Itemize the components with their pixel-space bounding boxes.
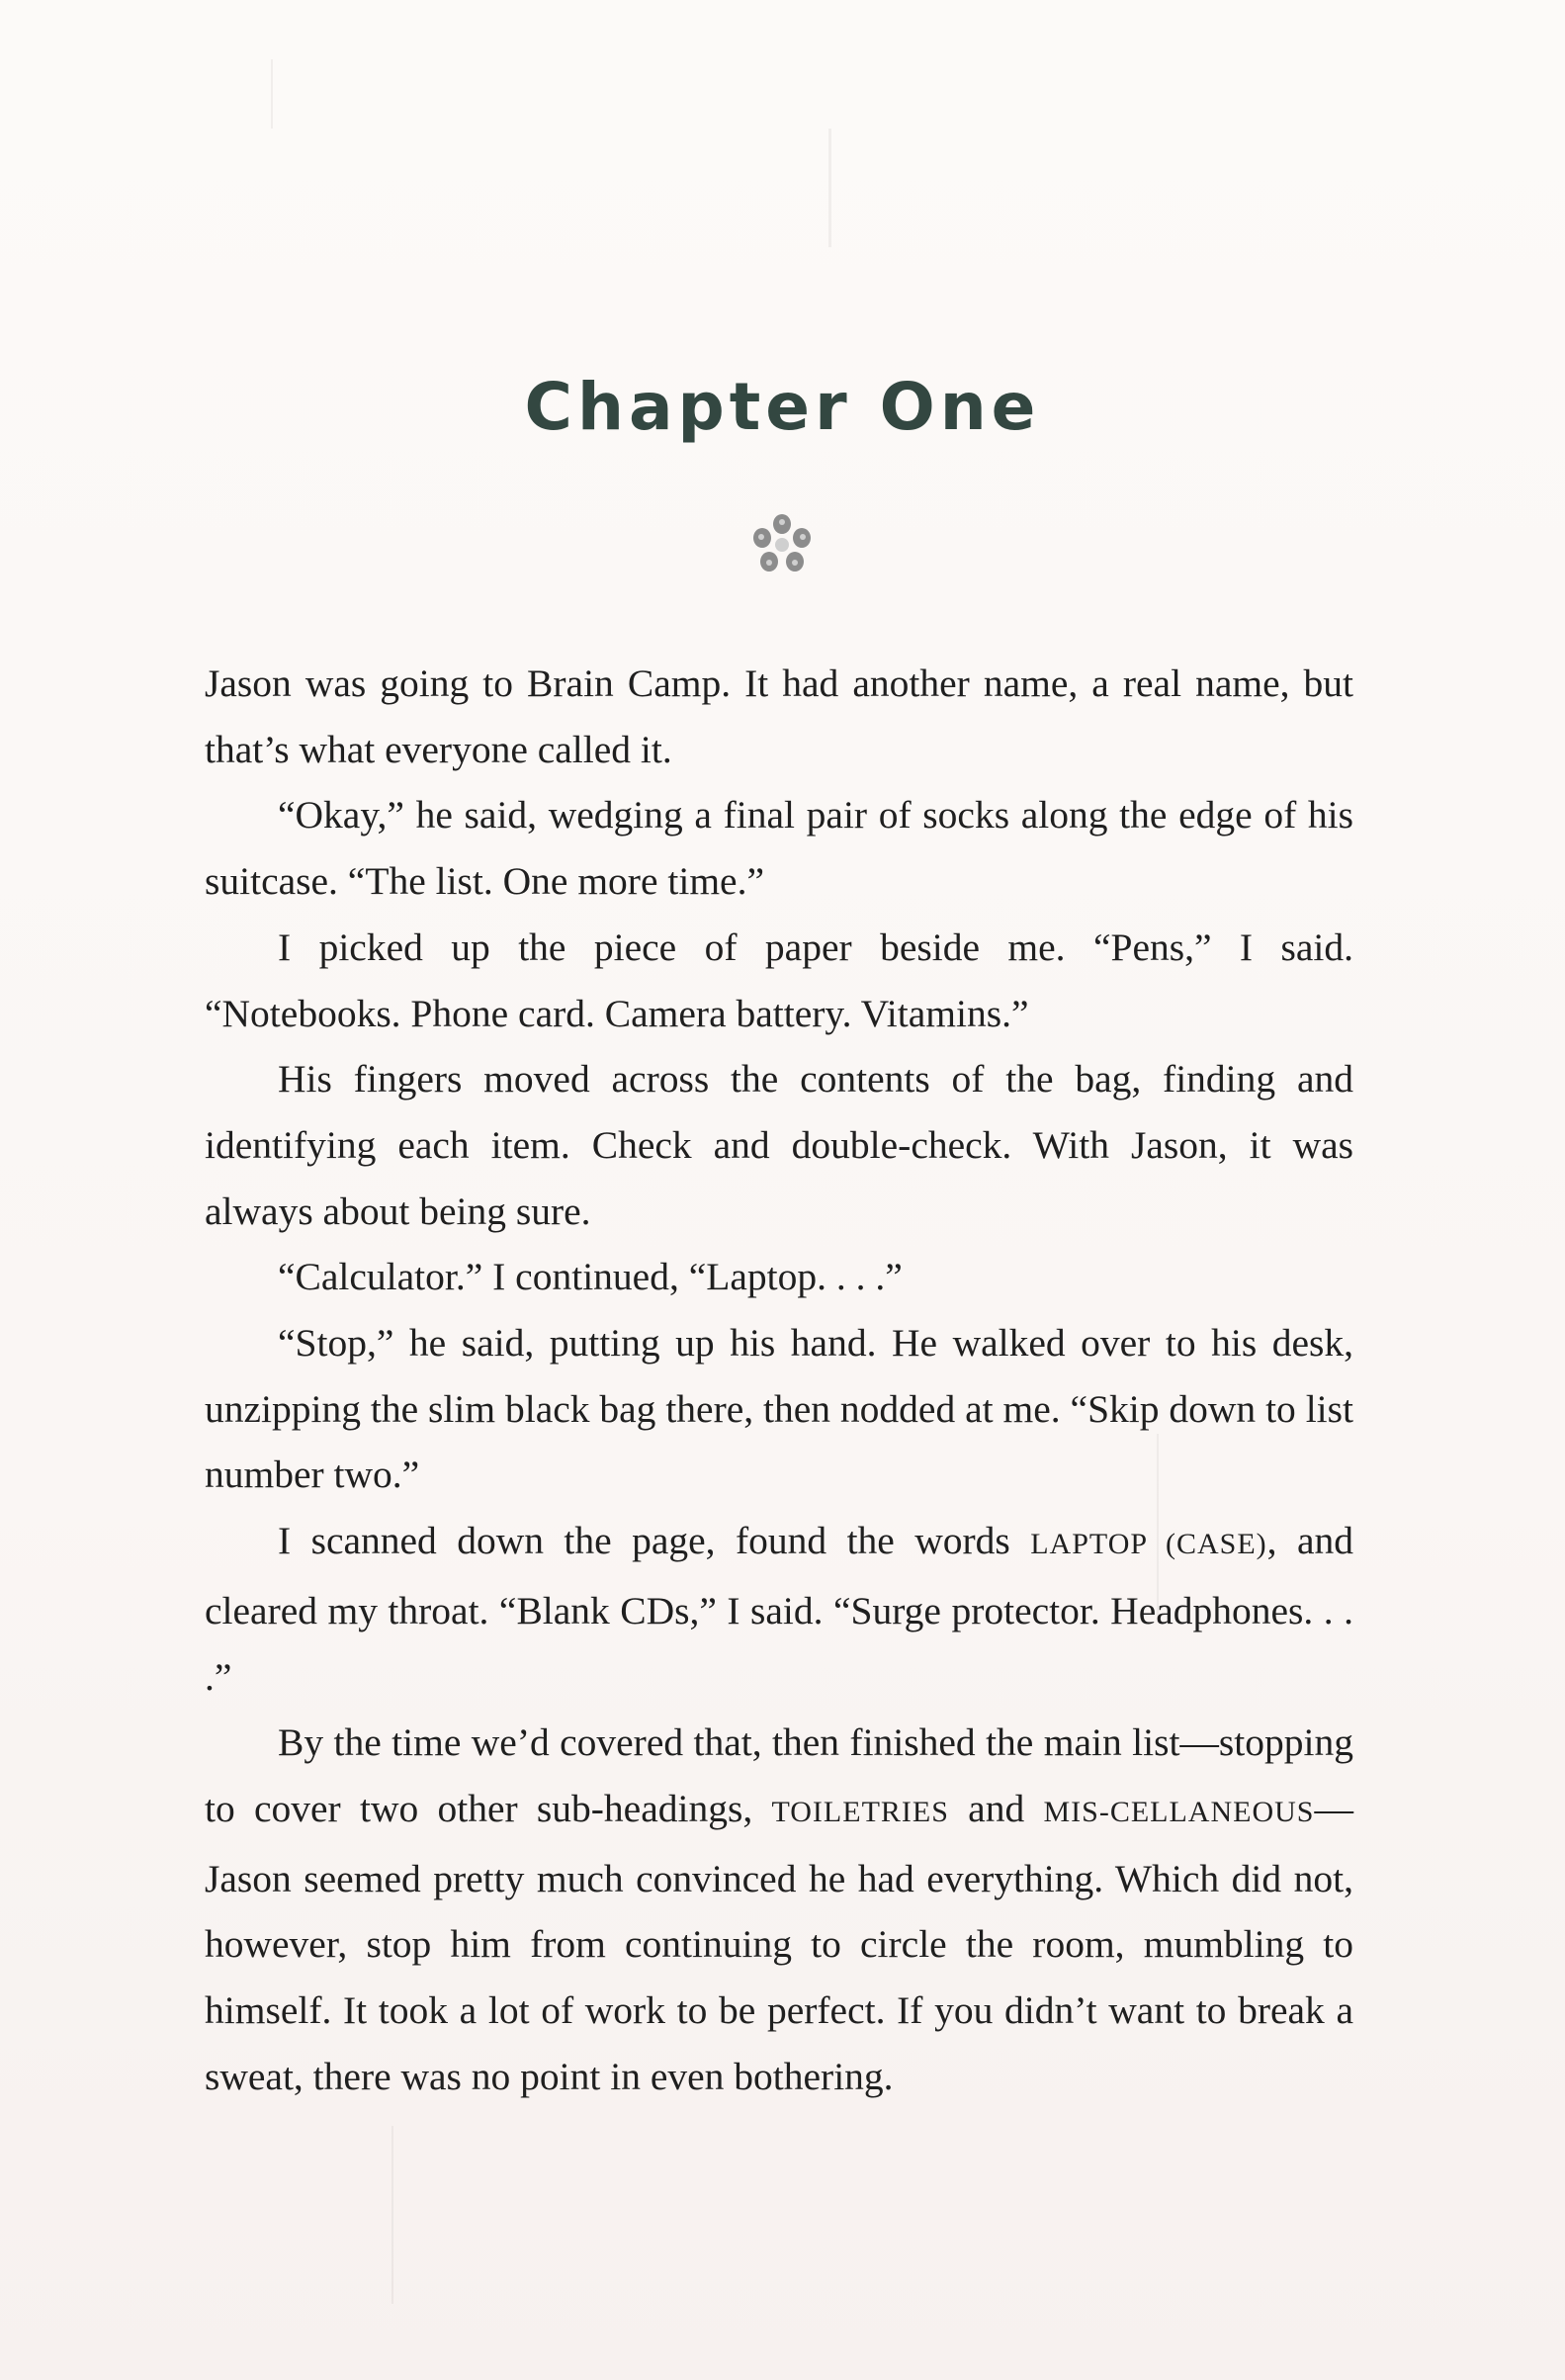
text-run: —Jason seemed pretty much convinced he had everything. Which did not, however, stop him from continuing to circle the room, mumbling to himself. It took a lot of work to be perfect. If you didn’t want to break a sweat, there was no point in even bothering. xyxy=(205,1786,1353,2098)
text-run: , and cleared my throat. “Blank CDs,” I said. “Surge protector. Headphones. . . .” xyxy=(205,1519,1353,1699)
paragraph: I picked up the piece of paper beside me. “Pens,” I said. “Notebooks. Phone card. Camera battery. Vitamins.” xyxy=(205,925,1353,1035)
small-caps-term: LAPTOP (CASE) xyxy=(1030,1528,1267,1561)
flower-ornament-icon xyxy=(747,510,817,579)
text-run: and xyxy=(948,1786,1044,1830)
scan-artifact xyxy=(391,2126,393,2304)
paragraph xyxy=(205,1710,1353,2109)
scan-artifact xyxy=(828,129,831,247)
scan-artifact xyxy=(271,59,273,129)
chapter-body xyxy=(205,651,1353,2109)
paragraph: “Calculator.” I continued, “Laptop. . . .” xyxy=(278,1255,903,1299)
text-run: I scanned down the page, found the words xyxy=(278,1519,1031,1563)
paragraph: “Okay,” he said, wedging a final pair of socks along the edge of his suitcase. “The list. One more time.” xyxy=(205,793,1353,904)
chapter-title: Chapter One xyxy=(524,369,1041,445)
paragraph xyxy=(205,1508,1353,1710)
small-caps-term: TOILETRIES xyxy=(771,1795,949,1828)
text-run: By the time we’d covered that, then finished the main list—stopping to cover two other sub-headings, xyxy=(205,1720,1353,1830)
paragraph: “Stop,” he said, putting up his hand. He walked over to his desk, unzipping the slim black bag there, then nodded at me. “Skip down to list number two.” xyxy=(205,1321,1353,1497)
paragraph: Jason was going to Brain Camp. It had another name, a real name, but that’s what everyone called it. xyxy=(205,661,1353,771)
small-caps-term: MIS-CELLANEOUS xyxy=(1043,1795,1315,1828)
paragraph: His fingers moved across the contents of the bag, finding and identifying each item. Check and double-check. With Jason, it was always about being sure. xyxy=(205,1057,1353,1233)
